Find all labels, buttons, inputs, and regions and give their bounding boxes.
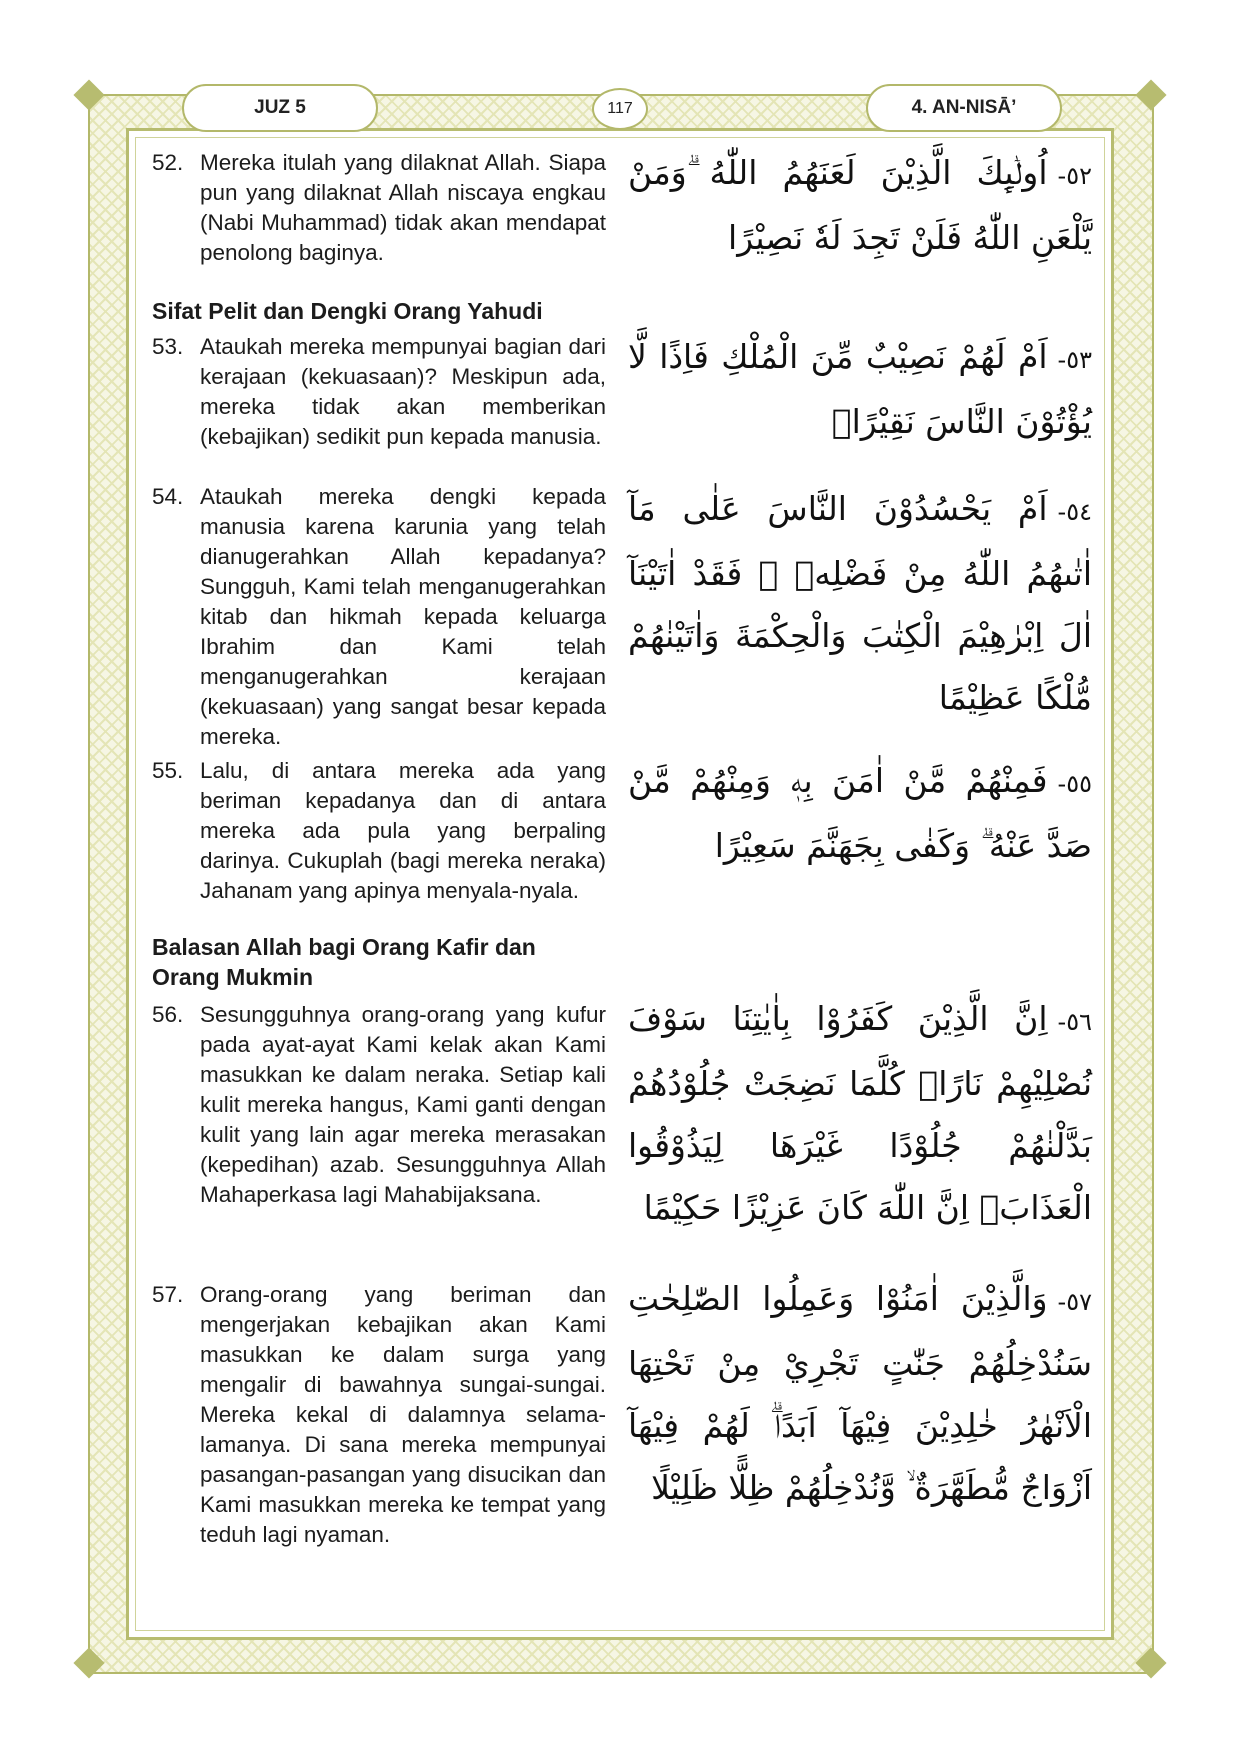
arabic-verse-number: ٥٦- <box>1057 1008 1092 1036</box>
page-number: 117 <box>592 88 648 130</box>
verse-55-arabic <box>628 750 1092 877</box>
translation-text: Ataukah mereka mempunyai bagian dari kerajaan (kekuasaan)? Meskipun ada, mereka tidak akan memberikan (kebajikan) sedikit pun kepada manusia. <box>200 334 606 449</box>
verse-52-translation <box>152 148 606 268</box>
arabic-text: اَمْ يَحْسُدُوْنَ النَّاسَ عَلٰى مَآ اٰتٰىهُمُ اللّٰهُ مِنْ فَضْلِهٖ ۚ فَقَدْ اٰتَيْنَآ اٰلَ اِبْرٰهِيْمَ الْكِتٰبَ وَالْحِكْمَةَ وَاٰتَيْنٰهُمْ مُّلْكًا عَظِيْمًا <box>628 489 1092 717</box>
verse-number: 54. <box>152 484 184 509</box>
verse-number: 52. <box>152 150 184 175</box>
verse-57-translation <box>152 1280 606 1550</box>
arabic-verse-number: ٥٥- <box>1057 770 1092 798</box>
translation-text: Ataukah mereka dengki kepada manusia karena karunia yang telah dianugerahkan Allah kepadanya? Sungguh, Kami telah menganugerahkan kitab dan hikmah kepada keluarga Ibrahim dan Kami telah menganugerahkan kerajaan (kekuasaan) yang sangat besar kepada mereka. <box>200 484 606 749</box>
verse-52-arabic <box>628 142 1092 269</box>
verse-55-translation <box>152 756 606 906</box>
translation-text: Lalu, di antara mereka ada yang beriman kepadanya dan di antara mereka ada pula yang berpaling darinya. Cukuplah (bagi mereka neraka) Jahanam yang apinya menyala-nyala. <box>200 758 606 903</box>
arabic-text: اِنَّ الَّذِيْنَ كَفَرُوْا بِاٰيٰتِنَا سَوْفَ نُصْلِيْهِمْ نَارًاۗ كُلَّمَا نَضِجَتْ جُلُوْدُهُمْ بَدَّلْنٰهُمْ جُلُوْدًا غَيْرَهَا لِيَذُوْقُوا الْعَذَابَۗ اِنَّ اللّٰهَ كَانَ عَزِيْزًا حَكِيْمًا <box>628 999 1092 1227</box>
verse-number: 56. <box>152 1002 184 1027</box>
arabic-text: اُولٰۤىِٕكَ الَّذِيْنَ لَعَنَهُمُ اللّٰهُ ۗوَمَنْ يَّلْعَنِ اللّٰهُ فَلَنْ تَجِدَ لَهٗ نَصِيْرًا <box>628 153 1092 257</box>
section-heading-1: Sifat Pelit dan Dengki Orang Yahudi <box>152 298 543 324</box>
verse-56-arabic <box>628 988 1092 1239</box>
translation-text: Mereka itulah yang dilaknat Allah. Siapa pun yang dilaknat Allah niscaya engkau (Nabi Muhammad) tidak akan mendapat penolong baginya. <box>200 150 606 265</box>
arabic-verse-number: ٥٧- <box>1057 1288 1092 1316</box>
arabic-verse-number: ٥٣- <box>1057 346 1092 374</box>
verse-53-arabic <box>628 326 1092 453</box>
translation-text: Sesungguhnya orang-orang yang kufur pada ayat-ayat Kami kelak akan Kami masukkan ke dalam neraka. Setiap kali kulit mereka hangus, Kami ganti dengan kulit yang lain agar mereka merasakan (kepedihan) azab. Sesungguhnya Allah Mahaperkasa lagi Mahabijaksana. <box>200 1002 606 1207</box>
translation-text: Orang-orang yang beriman dan mengerjakan kebajikan akan Kami masukkan ke dalam surga yang mengalir di bawahnya sungai-sungai. Mereka kekal di dalamnya selama-lamanya. Di sana mereka mempunyai pasangan-pasangan yang disucikan dan Kami masukkan mereka ke tempat yang teduh lagi nyaman. <box>200 1282 606 1547</box>
verse-53-translation <box>152 332 606 452</box>
verse-54-arabic <box>628 478 1092 729</box>
surah-label: 4. AN-NISĀ’ <box>866 84 1062 132</box>
verse-56-translation <box>152 1000 606 1210</box>
section-heading-2: Balasan Allah bagi Orang Kafir dan Orang Mukmin <box>152 934 536 990</box>
verse-number: 57. <box>152 1282 184 1307</box>
verse-number: 55. <box>152 758 184 783</box>
arabic-text: وَالَّذِيْنَ اٰمَنُوْا وَعَمِلُوا الصّٰلِحٰتِ سَنُدْخِلُهُمْ جَنّٰتٍ تَجْرِيْ مِنْ تَحْتِهَا الْاَنْهٰرُ خٰلِدِيْنَ فِيْهَآ اَبَدًاۗ لَهُمْ فِيْهَآ اَزْوَاجٌ مُّطَهَّرَةٌ ۙ وَّنُدْخِلُهُمْ ظِلًّا ظَلِيْلًا <box>628 1279 1092 1507</box>
verse-57-arabic <box>628 1268 1092 1519</box>
arabic-verse-number: ٥٢- <box>1057 162 1092 190</box>
verse-54-translation <box>152 482 606 752</box>
arabic-text: اَمْ لَهُمْ نَصِيْبٌ مِّنَ الْمُلْكِ فَاِذًا لَّا يُؤْتُوْنَ النَّاسَ نَقِيْرًاۙ <box>628 337 1092 441</box>
juz-label: JUZ 5 <box>182 84 378 132</box>
verse-number: 53. <box>152 334 184 359</box>
arabic-verse-number: ٥٤- <box>1057 498 1092 526</box>
arabic-text: فَمِنْهُمْ مَّنْ اٰمَنَ بِهٖ وَمِنْهُمْ مَّنْ صَدَّ عَنْهُ ۗ وَكَفٰى بِجَهَنَّمَ سَعِيْرًا <box>628 761 1092 865</box>
